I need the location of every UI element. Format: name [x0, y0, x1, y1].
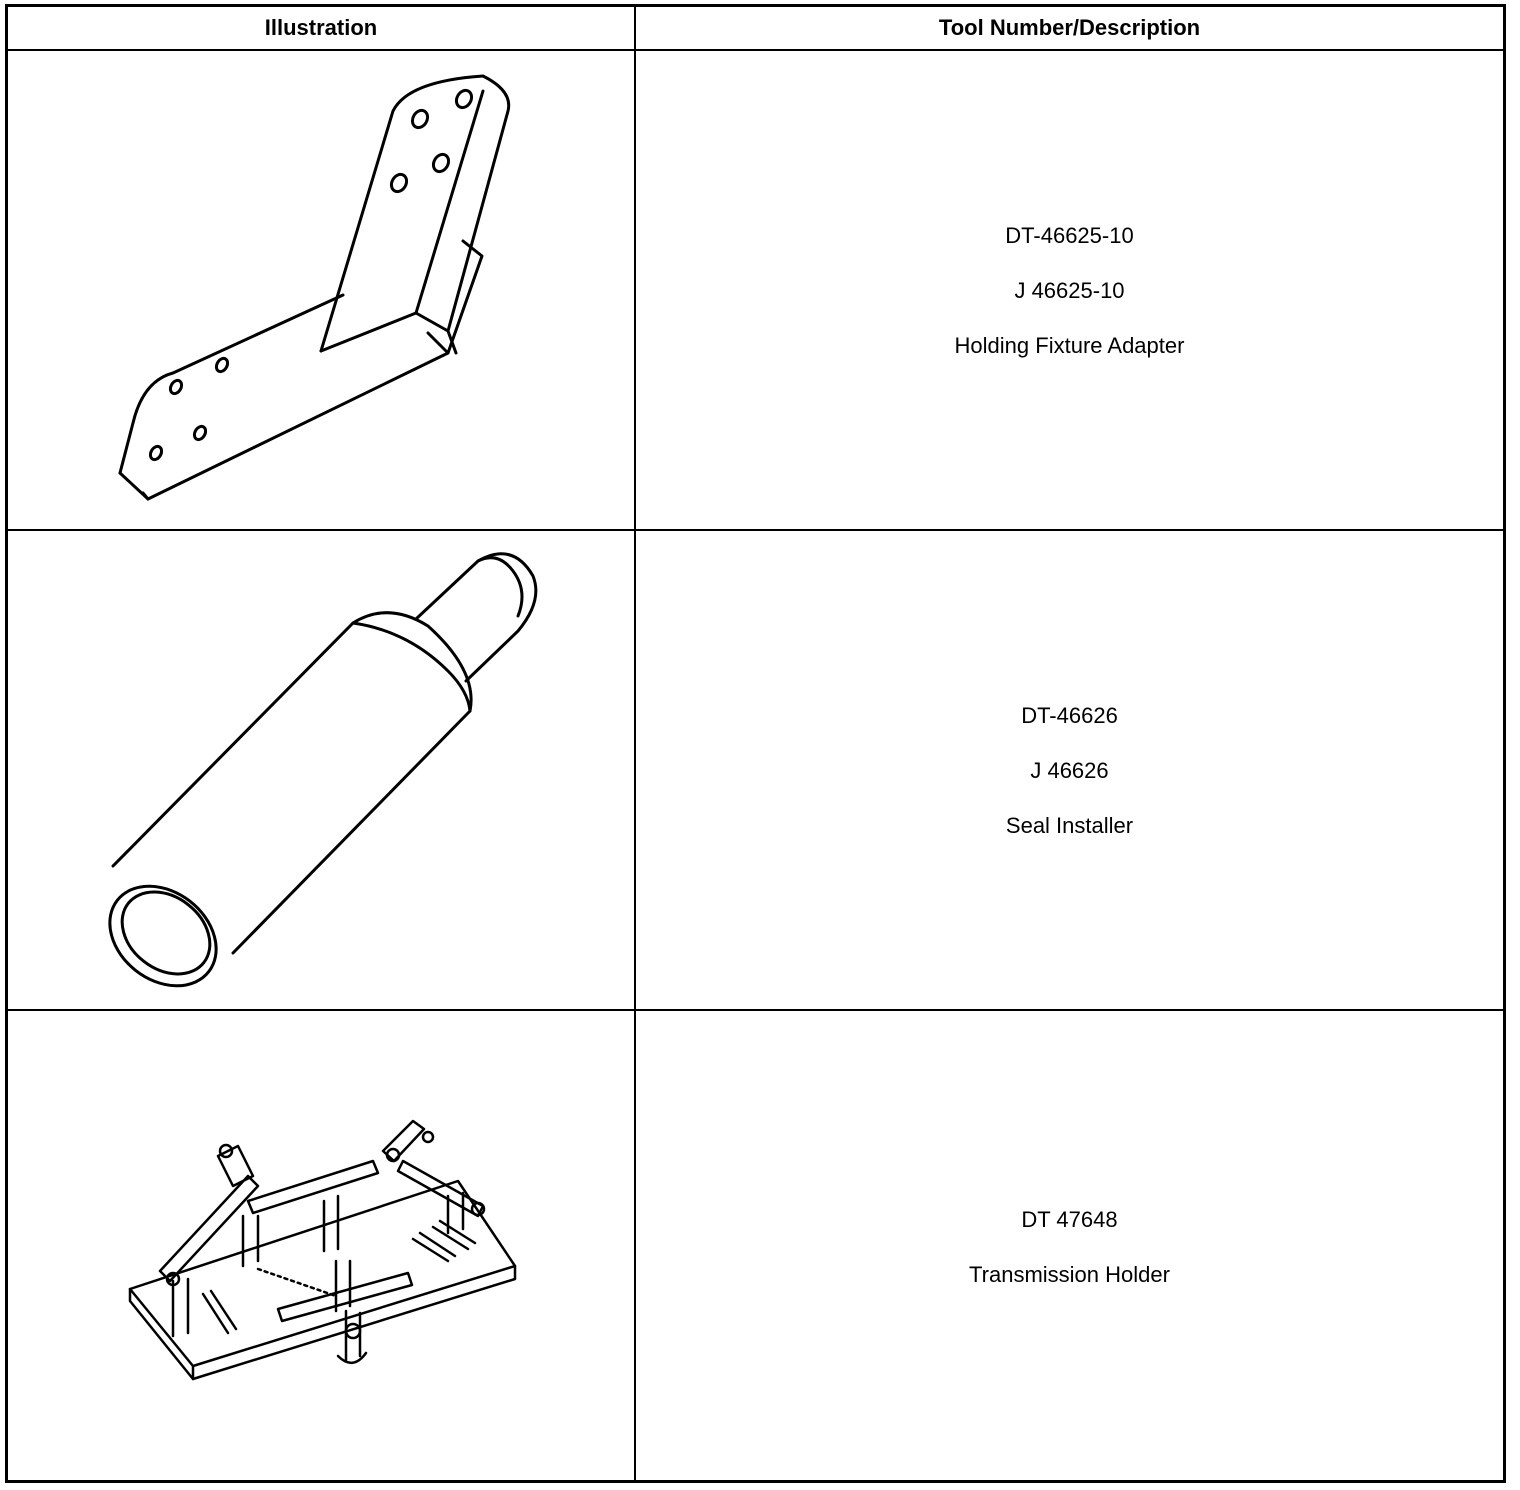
tool-number-j: J 46626	[1030, 757, 1109, 783]
header-illustration: Illustration	[264, 15, 378, 40]
tool-number-dt: DT-46625-10	[1005, 222, 1134, 248]
tool-number-dt: DT 47648	[1021, 1207, 1118, 1232]
tool-number-dt: DT-46626	[1021, 702, 1118, 728]
table-header	[8, 7, 1503, 51]
tool-description	[636, 1011, 1503, 1483]
table-row	[8, 531, 1503, 1011]
header-tool-number: Tool Number/Description	[938, 15, 1201, 40]
table-row	[8, 51, 1503, 531]
illustration-holding-fixture-adapter	[8, 51, 634, 529]
illustration-transmission-holder	[8, 1011, 634, 1483]
tool-name: Holding Fixture Adapter	[954, 332, 1185, 358]
tool-description	[636, 531, 1503, 1009]
tool-number-j: J 46625-10	[1014, 277, 1125, 303]
tool-table	[5, 4, 1506, 1483]
tool-description	[636, 51, 1503, 529]
illustration-seal-installer	[8, 531, 634, 1009]
tool-name: Transmission Holder	[969, 1262, 1170, 1287]
table-row	[8, 1011, 1503, 1483]
tool-name: Seal Installer	[1005, 812, 1134, 838]
